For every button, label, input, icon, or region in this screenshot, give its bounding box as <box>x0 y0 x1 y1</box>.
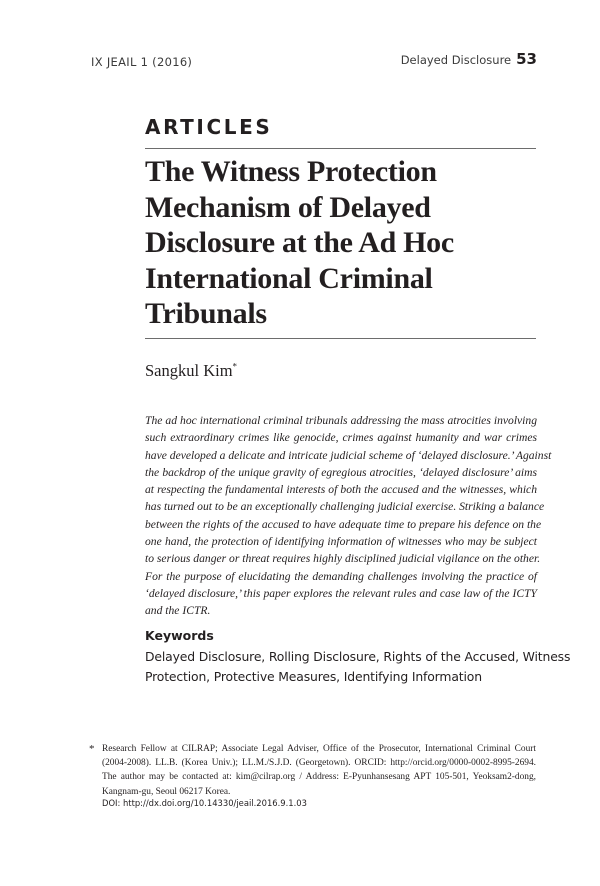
footnote-line: (2004-2008). LL.B. (Korea Univ.); LL.M./S.J.D. (Georgetown). ORCID: http://orcid.org/0000-0002-8995-2694. <box>102 758 536 769</box>
doi-link[interactable]: DOI: http://dx.doi.org/10.14330/jeail.2016.9.1.03 <box>102 798 307 808</box>
article-title <box>145 154 540 332</box>
footnote-marker: * <box>89 743 95 755</box>
abstract-line: one hand, the protection of identifying information of witnesses who may be subject <box>145 535 537 549</box>
abstract-line: and the ICTR. <box>145 604 211 618</box>
title-top-rule <box>145 148 536 149</box>
abstract-line: The ad hoc international criminal tribunals addressing the mass atrocities involving <box>145 414 537 427</box>
author-footnote-marker[interactable]: * <box>232 361 238 372</box>
running-header-journal: IX JEAIL 1 (2016) <box>91 55 193 69</box>
keywords-line: Protection, Protective Measures, Identifying Information <box>145 669 482 684</box>
page-number: 53 <box>516 50 537 68</box>
abstract-line: to serious danger or threat requires highly disciplined judicial vigilance on the other. <box>145 552 541 566</box>
keywords-list <box>145 647 571 687</box>
abstract-line: at respecting the fundamental interests of both the accused and the witnesses, which <box>145 483 537 497</box>
abstract-line: the backdrop of the unique gravity of egregious atrocities, ‘delayed disclosure’ aims <box>145 465 537 479</box>
abstract <box>145 412 552 620</box>
running-header-right <box>401 50 537 68</box>
author-name: Sangkul Kim <box>145 361 233 380</box>
title-line: Tribunals <box>145 297 267 330</box>
title-line: International Criminal <box>145 261 433 295</box>
abstract-line: ‘delayed disclosure,’ this paper explores the relevant rules and case law of the ICTY <box>145 586 537 600</box>
abstract-line: between the rights of the accused to have adequate time to prepare his defence on the <box>145 517 542 531</box>
title-line: Disclosure at the Ad Hoc <box>145 226 454 259</box>
abstract-line: such extraordinary crimes like genocide, crimes against humanity and war crimes <box>145 431 537 445</box>
abstract-line: has turned out to be an exceptionally challenging judicial exercise. Striking a balance <box>145 500 545 514</box>
keywords-line: Delayed Disclosure, Rolling Disclosure, Rights of the Accused, Witness <box>145 649 571 664</box>
footnote-line: Kangnam-gu, Seoul 06217 Korea. <box>102 786 231 797</box>
abstract-line: have developed a delicate and intricate judicial scheme of ‘delayed disclosure.’ Against <box>145 448 552 462</box>
footnote-line: The author may be contacted at: kim@cilrap.org / Address: E-Pyunhansesang APT 105-501, Yeoksam2-dong, <box>102 772 536 783</box>
author-footnote <box>102 742 536 799</box>
running-header-title: Delayed Disclosure <box>400 53 512 67</box>
abstract-line: For the purpose of elucidating the demanding challenges involving the practice of <box>145 569 537 583</box>
footnote-line: Research Fellow at CILRAP; Associate Legal Adviser, Office of the Prosecutor, International Criminal Court <box>102 744 536 754</box>
title-line: The Witness Protection <box>145 155 437 188</box>
title-bottom-rule <box>145 338 536 339</box>
section-label: ARTICLES <box>145 115 273 139</box>
author-line <box>145 361 237 381</box>
keywords-heading: Keywords <box>145 628 214 643</box>
title-line: Mechanism of Delayed <box>145 190 431 224</box>
